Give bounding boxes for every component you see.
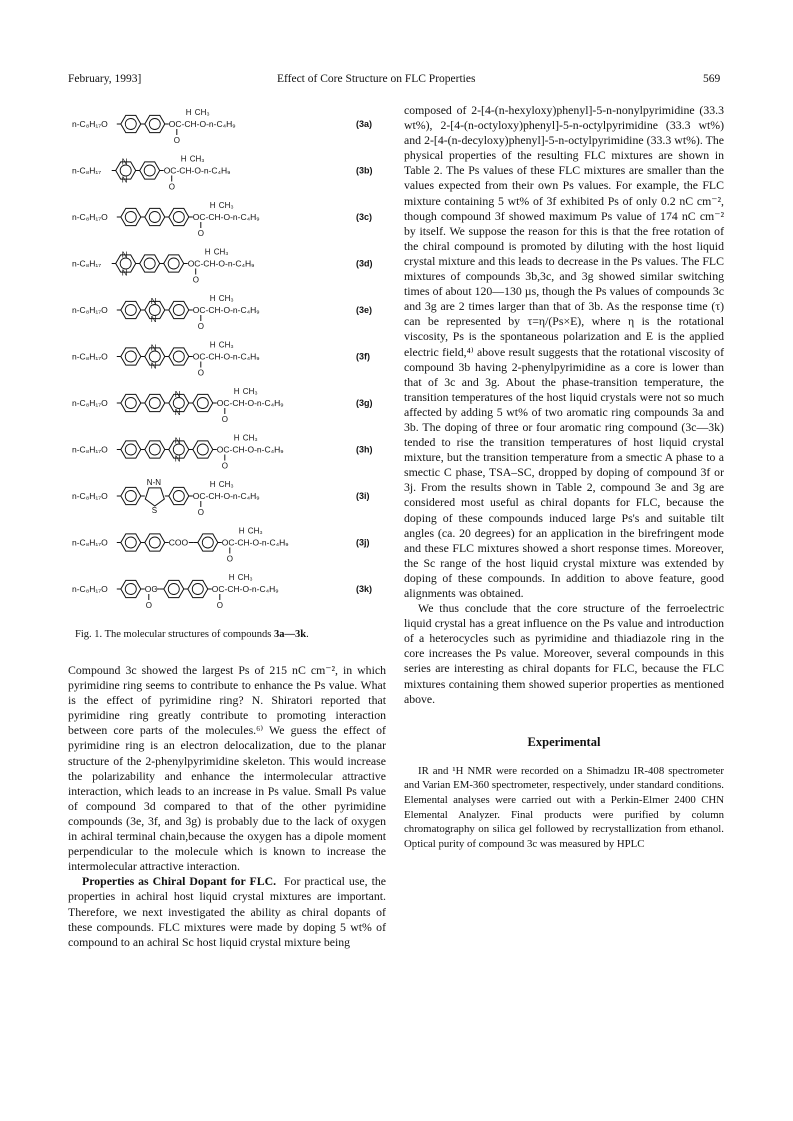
chiral-hydrogen: H <box>209 480 216 489</box>
molecular-structures-figure <box>70 94 390 619</box>
chiral-methyl: CH₃ <box>237 573 253 582</box>
benzene-ring <box>121 580 141 597</box>
chiral-methyl: CH₃ <box>218 294 234 303</box>
chiral-hydrogen: H <box>209 201 216 210</box>
section-heading-experimental: Experimental <box>527 734 601 749</box>
aromatic-circle <box>125 305 136 316</box>
compound-label: (3a) <box>356 119 373 129</box>
substituent-label: n-C₈H₁₇O <box>72 305 108 315</box>
chiral-methyl: CH₃ <box>213 247 229 257</box>
substituent-label: n-C₈H₁₇O <box>72 491 108 501</box>
chiral-methyl: CH₃ <box>218 480 234 489</box>
substituent-label: n-C₈H₁₇ <box>72 165 102 176</box>
aromatic-circle <box>125 119 136 130</box>
aromatic-circle <box>192 584 203 595</box>
substituent-label: n-C₈H₁₇ <box>72 258 102 269</box>
caption-text: The molecular structures of compounds <box>104 629 272 640</box>
left-paragraph-1: Compound 3c showed the largest Ps of 215 nC cm⁻², in which pyrimidine ring seems to contribute to enhance the Ps value. What is the effect of pyrimidine ring? N. Shiratori reported that pyrimidine ring greatly contribute to promoting interaction between core parts of the molecules.⁶⁾ We guess the effect of pyrimidine ring is an electron delocalization, due to the planar structure of the 2-phenylpyrimidine skeleton. This would increase the polarizability and enhance the intermolecular attractive interaction, which leads to an increase in Ps value. Small Ps value of compound 3d compared to that of the other pyrimidine compounds (3e, 3f, and 3g) is probably due to the lack of oxygen in achiral terminal chain,because the oxygen has a dipole moment perpendicular to the molecule which is known to increase the intermolecular attractive interaction. <box>68 663 386 874</box>
aromatic-circle <box>149 119 160 130</box>
aromatic-circle <box>197 398 208 409</box>
ring-nitrogen-label: N <box>174 454 181 464</box>
figure-caption <box>75 629 309 640</box>
chiral-hydrogen: H <box>180 154 187 164</box>
benzene-ring <box>121 348 141 365</box>
benzene-ring <box>193 394 213 411</box>
benzene-ring <box>164 255 184 272</box>
chiral-methyl: CH₃ <box>247 526 263 536</box>
ring-nitrogen-label: N <box>174 436 181 446</box>
caption-compounds: 3a—3k <box>274 629 307 640</box>
substituent-label: n-C₈H₁₇O <box>72 444 108 455</box>
aromatic-circle <box>173 212 184 223</box>
ring-nitrogen-label: N <box>150 343 157 353</box>
compound-label: (3k) <box>356 584 373 594</box>
chiral-methyl: CH₃ <box>189 154 205 164</box>
carbonyl-oxygen: O <box>197 368 205 378</box>
aromatic-circle <box>125 444 136 455</box>
chiral-hydrogen: H <box>238 526 245 536</box>
substituent-label: n-C₈H₁₇O <box>72 584 108 594</box>
compound-label: (3b) <box>356 165 373 176</box>
right-paragraph-1: composed of 2-[4-(n-hexyloxy)phenyl]-5-n-nonylpyrimidine (33.3 wt%), 2-[4-(n-octyloxy)phenyl]-5-n-octylpyrimidine (33.3 wt%) and 2-[4-(n-decyloxy)phenyl]-5-n-octylpyrimidine (33.3 wt%). The physical properties of the resulting FLC mixtures are shown in Table 2. The Ps values of these FLC mixtures are smaller than the values expected from their own Ps values. For example, the FLC mixture containing 5 wt% of 3f exhibited Ps of only 0.2 nC cm⁻², though compound 3f showed maximum Ps value of 174 nC cm⁻² by itself. We suppose the reason for this is that the free rotation of the chiral compound is promoted by diluting with the host liquid crystal mixture and this leads to decrease in the Ps values. The FLC mixtures of compounds 3b,3c, and 3g showed similar switching times of about 120—130 µs, though the Ps values of compounds 3c and 3g are 2 times larger than that of 3b. As the response time (τ) can be represented by τ=η/(Ps×E), where η is the rotational viscosity, Ps is the spontaneous polarization and E is the applied electric field,⁴⁾ above result suggests that the rotational viscosity of compound 3b having 2-phenylpyrimidine as a core is lower than that of 3c and 3g. About the phase-transition temperature, the transition temperatures of the host liquid crystals were not so much affected by adding 5 wt% of two aromatic ring compounds 3a and 3b. The doping of three or four aromatic ring compound (3c—3k) tended to rise the transition temperatures of host liquid crystal mixture, but the transition temperature from a smectic A phase to a smectic C phase, TSA–SC, dropped by doping of compound 3f or 3j. From the results shown in Table 2, compound 3e and 3g are considered most useful as chiral dopants for FLC, because the doping of these compounds induced large Ps's and suitable tilt angles (ca. 20 degrees) for an application in the birefringent mode and these FLC mixtures showed a short response times. Moreover, the Sc range of the host liquid crystal mixture was extended by doping of these compounds. In addition to above feature, good alignments was obtained. <box>404 103 724 600</box>
aromatic-circle <box>149 305 160 316</box>
compound-label: (3i) <box>356 491 370 501</box>
benzene-ring <box>145 441 165 458</box>
benzene-ring <box>140 255 160 272</box>
substituent-label: n-C₈H₁₇O <box>72 398 108 408</box>
ring-nitrogen-label: N <box>121 250 128 260</box>
aromatic-circle <box>173 398 184 409</box>
chiral-tail-label: OC-CH-O-n-C₄H₉ <box>192 491 260 501</box>
benzene-ring <box>198 534 218 551</box>
substituent-label: n-C₈H₁₇O <box>72 351 108 362</box>
carbonyl-oxygen: O <box>168 182 175 192</box>
substituent-label: n-C₈H₁₇O <box>72 119 108 129</box>
chiral-hydrogen: H <box>209 294 216 303</box>
aromatic-circle <box>173 444 184 455</box>
benzene-ring <box>121 534 141 551</box>
carbonyl-oxygen: O <box>192 275 199 285</box>
ester-linker-label: OC <box>144 584 158 594</box>
chiral-methyl: CH₃ <box>194 108 210 117</box>
ring-nitrogen-label: N-N <box>146 478 162 487</box>
ester-linker-label: COO <box>168 537 189 548</box>
benzene-ring <box>121 441 141 458</box>
chiral-hydrogen: H <box>204 247 211 257</box>
benzene-ring <box>121 208 141 225</box>
aromatic-circle <box>168 258 179 269</box>
compound-label: (3f) <box>356 351 370 362</box>
benzene-ring <box>169 208 189 225</box>
ring-nitrogen-label: N <box>150 315 157 324</box>
aromatic-circle <box>197 444 208 455</box>
chiral-tail-label: OC-CH-O-n-C₄H₉ <box>211 584 279 594</box>
carbonyl-oxygen: O <box>197 229 205 238</box>
compound-label: (3e) <box>356 305 373 315</box>
benzene-ring <box>145 115 165 132</box>
ring-nitrogen-label: N <box>121 268 128 278</box>
carbonyl-oxygen: O <box>173 136 181 145</box>
compound-label: (3h) <box>356 444 373 455</box>
left-column <box>68 663 386 950</box>
caption-prefix: Fig. 1. <box>75 629 103 640</box>
ring-nitrogen-label: N <box>174 390 181 399</box>
running-header-title: Effect of Core Structure on FLC Properties <box>277 73 476 85</box>
aromatic-circle <box>173 305 184 316</box>
benzene-ring <box>145 394 165 411</box>
ring-nitrogen-label: N <box>150 297 157 306</box>
aromatic-circle <box>149 398 160 409</box>
benzene-ring <box>193 441 213 458</box>
compound-label: (3j) <box>356 537 370 548</box>
benzene-ring <box>121 115 141 132</box>
chiral-methyl: CH₃ <box>242 433 258 443</box>
benzene-ring <box>145 534 165 551</box>
carbonyl-oxygen: O <box>145 601 153 610</box>
experimental-paragraph: IR and ¹H NMR were recorded on a Shimadzu IR-408 spectrometer and Varian EM-360 spectrometer, respectively, under standard conditions. Elemental analyses were carried out with a Perkin-Elmer 2400 CHN Elemental Analyzer. Final products were purified by column chromatography on silica gel followed by recrystallization from ethanol. Optical purity of compound 3c was measured by HPLC <box>404 764 724 850</box>
aromatic-circle <box>125 537 136 548</box>
right-column <box>404 103 724 851</box>
aromatic-circle <box>120 165 131 176</box>
ring-nitrogen-label: N <box>121 175 128 185</box>
aromatic-circle <box>144 258 155 269</box>
page-number: 569 <box>703 73 721 85</box>
chiral-methyl: CH₃ <box>218 201 234 210</box>
aromatic-circle <box>149 444 160 455</box>
carbonyl-oxygen: O <box>197 508 205 517</box>
compound-label: (3c) <box>356 212 373 222</box>
ring-sulfur-label: S <box>151 506 158 515</box>
compound-label: (3g) <box>356 398 373 408</box>
running-header-left: February, 1993] <box>68 73 142 85</box>
benzene-ring <box>169 348 189 365</box>
substituent-label: n-C₈H₁₇O <box>72 212 108 222</box>
aromatic-circle <box>125 584 136 595</box>
aromatic-circle <box>144 165 155 176</box>
chiral-hydrogen: H <box>233 433 240 443</box>
chiral-tail-label: OC-CH-O-n-C₄H₉ <box>192 351 260 362</box>
benzene-ring <box>140 162 160 179</box>
ring-nitrogen-label: N <box>174 408 181 417</box>
carbonyl-oxygen: O <box>221 415 229 424</box>
chiral-hydrogen: H <box>228 573 235 582</box>
chiral-hydrogen: H <box>233 387 240 396</box>
left-paragraph-2 <box>68 874 386 949</box>
chiral-tail-label: OC-CH-O-n-C₄H₉ <box>168 119 236 129</box>
ring-nitrogen-label: N <box>150 361 157 371</box>
chiral-hydrogen: H <box>185 108 192 117</box>
aromatic-circle <box>125 351 136 362</box>
aromatic-circle <box>149 537 160 548</box>
aromatic-circle <box>173 491 184 502</box>
chiral-tail-label: OC-CH-O-n-C₄H₉ <box>221 537 289 548</box>
chiral-hydrogen: H <box>209 340 216 350</box>
benzene-ring <box>145 208 165 225</box>
right-paragraph-2: We thus conclude that the core structure of the ferroelectric liquid crystal has a great influence on the Ps value and introduction of a heterocycles such as pyrimidine and thiadiazole ring in the core increases the Ps value. Moreover, several compounds in this series are interesting as chiral dopants for FLC, because the FLC mixtures containing them showed superior properties as mentioned above. <box>404 601 724 706</box>
compound-label: (3d) <box>356 258 373 269</box>
aromatic-circle <box>202 537 213 548</box>
chiral-methyl: CH₃ <box>218 340 234 350</box>
aromatic-circle <box>168 584 179 595</box>
aromatic-circle <box>173 351 184 362</box>
benzene-ring <box>164 580 184 597</box>
chiral-tail-label: OC-CH-O-n-C₄H₉ <box>192 305 260 315</box>
carbonyl-oxygen: O <box>216 601 224 610</box>
chiral-tail-label: OC-CH-O-n-C₄H₉ <box>163 165 231 176</box>
benzene-ring <box>121 394 141 411</box>
carbonyl-oxygen: O <box>226 554 234 564</box>
benzene-ring <box>188 580 208 597</box>
benzene-ring <box>169 301 189 318</box>
ring-nitrogen-label: N <box>121 157 128 167</box>
aromatic-circle <box>149 212 160 223</box>
aromatic-circle <box>120 258 131 269</box>
thiadiazole-ring <box>145 488 164 506</box>
left-paragraph-2-text: For practical use, the properties in achiral host liquid crystal mixtures are important. Therefore, we next investigated the ability as chiral dopants of these compounds. FLC mixtures were made by doping 5 wt% of compound to an achiral Sc host liquid crystal mixture being <box>68 874 386 949</box>
aromatic-circle <box>125 491 136 502</box>
chiral-tail-label: OC-CH-O-n-C₄H₉ <box>216 398 284 408</box>
substituent-label: n-C₈H₁₇O <box>72 537 108 548</box>
subsection-heading: Properties as Chiral Dopant for FLC. <box>82 874 277 889</box>
benzene-ring <box>121 487 141 504</box>
carbonyl-oxygen: O <box>197 322 205 331</box>
chiral-tail-label: OC-CH-O-n-C₄H₉ <box>192 212 260 222</box>
benzene-ring <box>169 487 189 504</box>
chiral-tail-label: OC-CH-O-n-C₄H₉ <box>216 444 284 455</box>
benzene-ring <box>121 301 141 318</box>
aromatic-circle <box>125 212 136 223</box>
caption-end: . <box>306 629 309 640</box>
chiral-tail-label: OC-CH-O-n-C₄H₉ <box>187 258 255 269</box>
aromatic-circle <box>125 398 136 409</box>
aromatic-circle <box>149 351 160 362</box>
chiral-methyl: CH₃ <box>242 387 258 396</box>
carbonyl-oxygen: O <box>221 461 229 471</box>
